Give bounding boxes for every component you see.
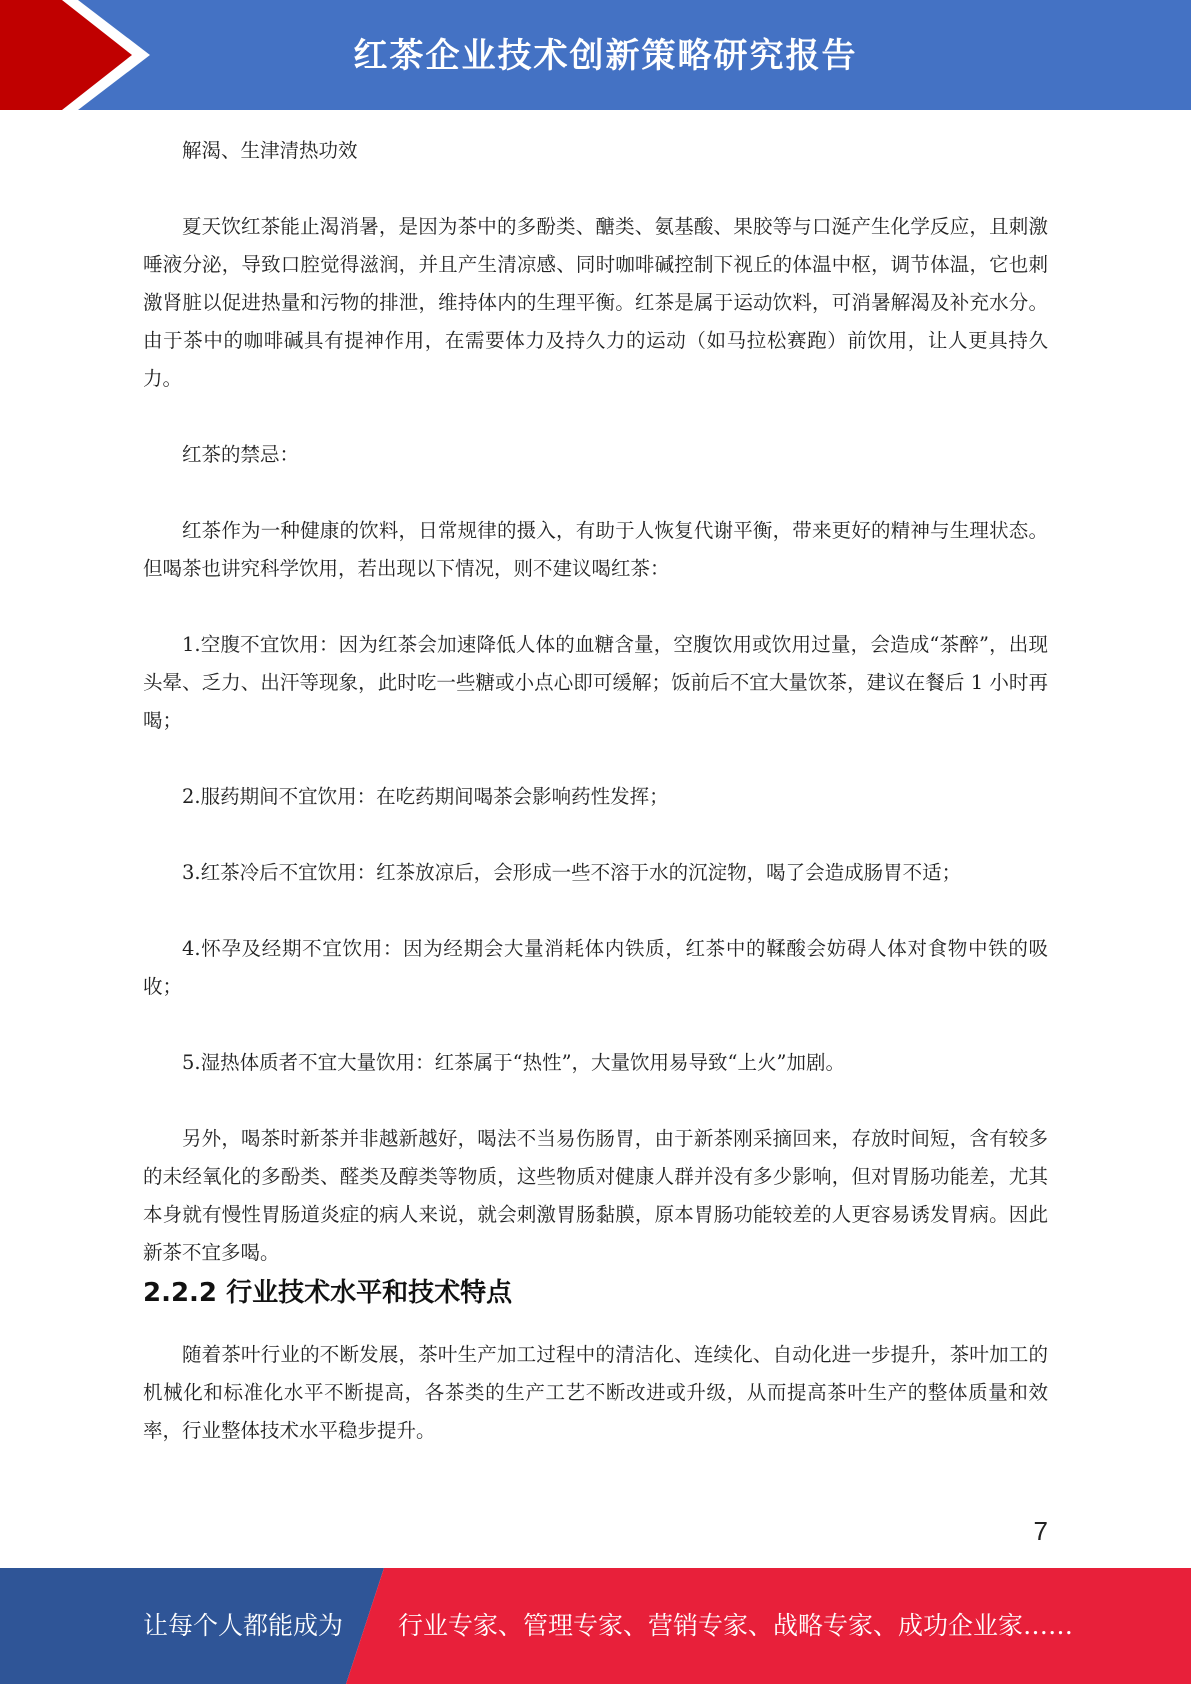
footer-slogan-right: 行业专家、管理专家、营销专家、战略专家、成功企业家……: [398, 1611, 1074, 1640]
page-number: 7: [1033, 1516, 1048, 1546]
list-item-cold-tea: 3.红茶冷后不宜饮用：红茶放凉后，会形成一些不溶于水的沉淀物，喝了会造成肠胃不适；: [182, 861, 962, 884]
paragraph-new-tea: 另外，喝茶时新茶并非越新越好，喝法不当易伤肠胃，由于新茶刚采摘回来，存放时间短，含有较多的未经氧化的多酚类、醛类及醇类等物质，这些物质对健康人群并没有多少影响，但对胃肠功能差，尤其本身就有慢性胃肠道炎症的病人来说，就会刺激胃肠黏膜，原本胃肠功能较差的人更容易诱发胃病。因此新茶不宜多喝。: [143, 1127, 1048, 1264]
list-item-medication: 2.服药期间不宜饮用：在吃药期间喝茶会影响药性发挥；: [182, 785, 669, 808]
page-header: [0, 0, 1191, 110]
paragraph-taboo-title: 红茶的禁忌：: [182, 443, 300, 466]
page-footer: [0, 1568, 1191, 1684]
paragraph-summer: 夏天饮红茶能止渴消暑，是因为茶中的多酚类、醣类、氨基酸、果胶等与口涎产生化学反应，且刺激唾液分泌，导致口腔觉得滋润，并且产生清凉感、同时咖啡碱控制下视丘的体温中枢，调节体温，它也刺激肾脏以促进热量和污物的排泄，维持体内的生理平衡。红茶是属于运动饮料，可消暑解渴及补充水分。由于茶中的咖啡碱具有提神作用，在需要体力及持久力的运动（如马拉松赛跑）前饮用，让人更具持久力。: [143, 215, 1048, 390]
paragraph-industry-tech: 随着茶叶行业的不断发展，茶叶生产加工过程中的清洁化、连续化、自动化进一步提升，茶叶加工的机械化和标准化水平不断提高，各茶类的生产工艺不断改进或升级，从而提高茶叶生产的整体质量和效率，行业整体技术水平稳步提升。: [143, 1343, 1048, 1442]
list-item-damp-heat: 5.湿热体质者不宜大量饮用：红茶属于“热性”，大量饮用易导致“上火”加剧。: [182, 1051, 845, 1074]
report-title: 红茶企业技术创新策略研究报告: [353, 36, 858, 76]
paragraph-taboo-intro: 红茶作为一种健康的饮料，日常规律的摄入，有助于人恢复代谢平衡，带来更好的精神与生理状态。但喝茶也讲究科学饮用，若出现以下情况，则不建议喝红茶：: [143, 519, 1048, 580]
footer-slogan-left: 让每个人都能成为: [143, 1611, 344, 1640]
list-item-pregnancy: 4.怀孕及经期不宜饮用：因为经期会大量消耗体内铁质，红茶中的鞣酸会妨碍人体对食物中铁的吸收；: [143, 937, 1048, 998]
paragraph-thirst: 解渴、生津清热功效: [182, 139, 358, 162]
section-heading: 2.2.2 行业技术水平和技术特点: [143, 1278, 513, 1308]
list-item-empty-stomach: 1.空腹不宜饮用：因为红茶会加速降低人体的血糖含量，空腹饮用或饮用过量，会造成“茶醉”，出现头晕、乏力、出汗等现象，此时吃一些糖或小点心即可缓解；饭前后不宜大量饮茶，建议在餐后 1 小时再喝；: [143, 633, 1048, 732]
document-body: [143, 132, 1048, 1488]
